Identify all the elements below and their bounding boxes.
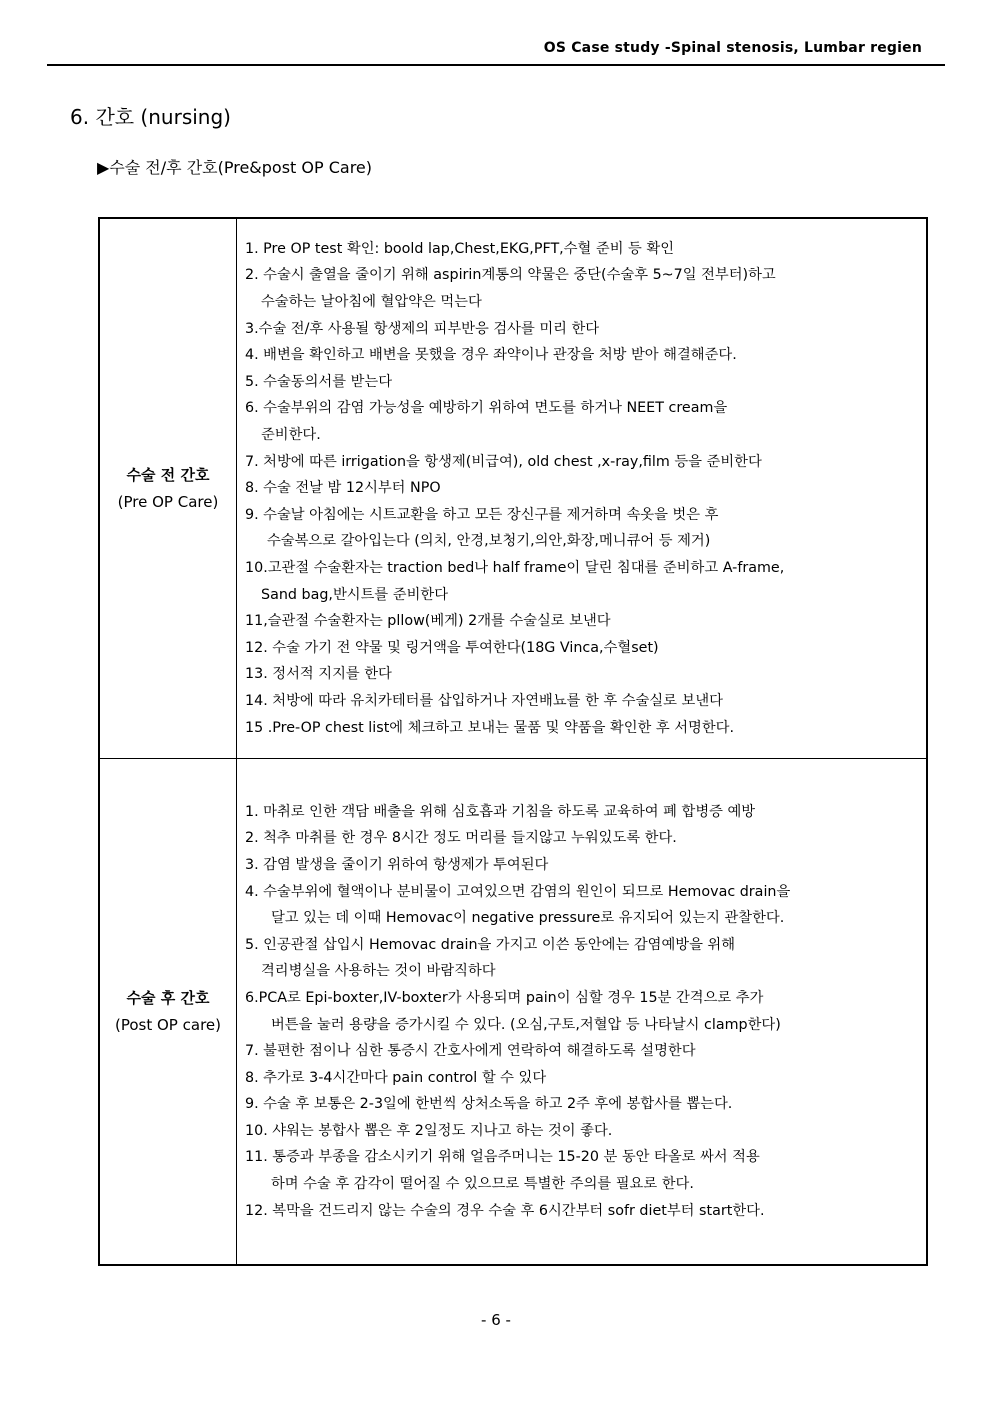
pre-item-line: 10.고관절 수술환자는 traction bed나 half frame이 달린 침대를 준비하고 A-frame, — [245, 559, 785, 576]
post-item-line: 8. 추가로 3-4시간마다 pain control 할 수 있다 — [245, 1069, 547, 1086]
post-item-line: 버튼을 눌러 용량을 증가시킬 수 있다. (오심,구토,저혈압 등 나타날시 clamp한다) — [271, 1016, 781, 1033]
post-op-items-cell — [237, 759, 928, 1266]
pre-item-line: 8. 수술 전날 밤 12시부터 NPO — [245, 480, 441, 497]
pre-item-line: Sand bag,반시트를 준비한다 — [261, 586, 449, 603]
post-item — [245, 985, 920, 1038]
post-item-line: 6.PCA로 Epi-boxter,IV-boxter가 사용되며 pain이 심할 경우 15분 간격으로 추가 — [245, 989, 764, 1006]
pre-item-line: 15 .Pre-OP chest list에 체크하고 보내는 물품 및 약품을 확인한 후 서명한다. — [245, 719, 735, 736]
post-item-line: 달고 있는 데 이때 Hemovac이 negative pressure로 유지되어 있는지 관찰한다. — [271, 910, 785, 927]
post-item — [245, 1065, 920, 1092]
pre-op-label-ko: 수술 전 간호 — [126, 465, 210, 484]
pre-item — [245, 715, 920, 742]
pre-item — [245, 608, 920, 635]
pre-item — [245, 316, 920, 343]
pre-item-line: 11,슬관절 수술환자는 pllow(베게) 2개를 수술실로 보낸다 — [245, 613, 611, 630]
subsection-title: ▶수술 전/후 간호(Pre&post OP Care) — [97, 158, 373, 177]
pre-item-line: 9. 수술날 아침에는 시트교환을 하고 모든 장신구를 제거하며 속옷을 벗은 후 — [245, 506, 719, 523]
post-item — [245, 1144, 920, 1197]
pre-op-items-cell — [237, 218, 928, 759]
pre-op-label-cell — [99, 218, 237, 759]
post-item-line: 9. 수술 후 보통은 2-3일에 한번씩 상처소독을 하고 2주 후에 봉합사를 뽑는다. — [245, 1096, 733, 1113]
pre-op-list — [237, 236, 926, 741]
post-item — [245, 799, 920, 826]
pre-op-row — [99, 218, 927, 759]
pre-item — [245, 395, 920, 448]
pre-item — [245, 262, 920, 315]
post-item-line: 12. 복막을 건드리지 않는 수술의 경우 수술 후 6시간부터 sofr diet부터 start한다. — [245, 1202, 765, 1219]
pre-item — [245, 342, 920, 369]
pre-item-line: 수술복으로 갈아입는다 (의치, 안경,보청기,의안,화장,메니큐어 등 제거) — [267, 533, 711, 550]
pre-item-line: 수술하는 날아침에 혈압약은 먹는다 — [261, 294, 482, 311]
post-item — [245, 852, 920, 879]
post-item-line: 7. 불편한 점이나 심한 통증시 간호사에게 연락하여 해결하도록 설명한다 — [245, 1043, 696, 1060]
pre-item — [245, 475, 920, 502]
pre-item-line: 3.수술 전/후 사용될 항생제의 피부반응 검사를 미리 한다 — [245, 320, 600, 337]
post-item-line: 2. 척추 마취를 한 경우 8시간 정도 머리를 들지않고 누워있도록 한다. — [245, 830, 677, 847]
post-item-line: 3. 감염 발생을 줄이기 위하여 항생제가 투여된다 — [245, 856, 549, 873]
pre-item — [245, 502, 920, 555]
post-item-line: 11. 통증과 부종을 감소시키기 위해 얼음주머니는 15-20 분 동안 타올로 싸서 적용 — [245, 1149, 760, 1166]
post-item — [245, 825, 920, 852]
header-rule — [47, 64, 945, 66]
pre-item-line: 4. 배변을 확인하고 배변을 못했을 경우 좌약이나 관장을 처방 받아 해결해준다. — [245, 347, 737, 364]
pre-item — [245, 449, 920, 476]
pre-item — [245, 661, 920, 688]
post-op-row — [99, 759, 927, 1266]
pre-item-line: 13. 정서적 지지를 한다 — [245, 666, 392, 683]
post-op-label-ko: 수술 후 간호 — [126, 988, 210, 1007]
page-number: - 6 - — [481, 1311, 511, 1329]
pre-item — [245, 635, 920, 662]
post-item-line: 하며 수술 후 감각이 떨어질 수 있으므로 특별한 주의를 필요로 한다. — [271, 1176, 694, 1193]
pre-item-line: 준비한다. — [261, 427, 321, 444]
pre-item-line: 14. 처방에 따라 유치카테터를 삽입하거나 자연배뇨를 한 후 수술실로 보낸다 — [245, 692, 723, 709]
post-op-label-cell — [99, 759, 237, 1266]
pre-item-line: 12. 수술 가기 전 약물 및 링거액을 투여한다(18G Vinca,수혈set) — [245, 639, 659, 656]
post-item-line: 5. 인공관절 삽입시 Hemovac drain을 가지고 이쓴 동안에는 감염예방을 위해 — [245, 936, 736, 953]
pre-item-line: 6. 수술부위의 감염 가능성을 예방하기 위하여 면도를 하거나 NEET cream을 — [245, 400, 728, 417]
post-item — [245, 1038, 920, 1065]
pre-item-line: 5. 수술동의서를 받는다 — [245, 373, 393, 390]
post-item-line: 4. 수술부위에 혈액이나 분비물이 고여있으면 감염의 원인이 되므로 Hemovac drain을 — [245, 883, 791, 900]
pre-op-label-en: (Pre OP Care) — [117, 492, 219, 511]
post-item — [245, 879, 920, 932]
pre-item — [245, 236, 920, 263]
post-item-line: 격리병실을 사용하는 것이 바람직하다 — [261, 963, 496, 980]
running-header: OS Case study -Spinal stenosis, Lumbar regien — [543, 40, 922, 56]
post-item — [245, 932, 920, 985]
post-op-list — [237, 799, 926, 1225]
post-item-line: 1. 마취로 인한 객담 배출을 위해 심호흡과 기침을 하도록 교육하여 폐 합병증 예방 — [245, 803, 756, 820]
pre-item — [245, 555, 920, 608]
post-item — [245, 1091, 920, 1118]
pre-item-line: 1. Pre OP test 확인: boold lap,Chest,EKG,PFT,수혈 준비 등 확인 — [245, 240, 675, 257]
pre-item — [245, 688, 920, 715]
post-op-label-en: (Post OP care) — [115, 1015, 221, 1034]
section-title: 6. 간호 (nursing) — [70, 105, 231, 129]
post-item — [245, 1198, 920, 1225]
nursing-care-table — [98, 217, 928, 1266]
pre-item — [245, 369, 920, 396]
post-item — [245, 1118, 920, 1145]
pre-item-line: 7. 처방에 따른 irrigation을 항생제(비급여), old chest ,x-ray,film 등을 준비한다 — [245, 453, 762, 470]
pre-item-line: 2. 수술시 출열을 줄이기 위해 aspirin계통의 약물은 중단(수술후 5~7일 전부터)하고 — [245, 267, 776, 284]
post-item-line: 10. 샤워는 봉합사 뽑은 후 2일정도 지나고 하는 것이 좋다. — [245, 1122, 613, 1139]
